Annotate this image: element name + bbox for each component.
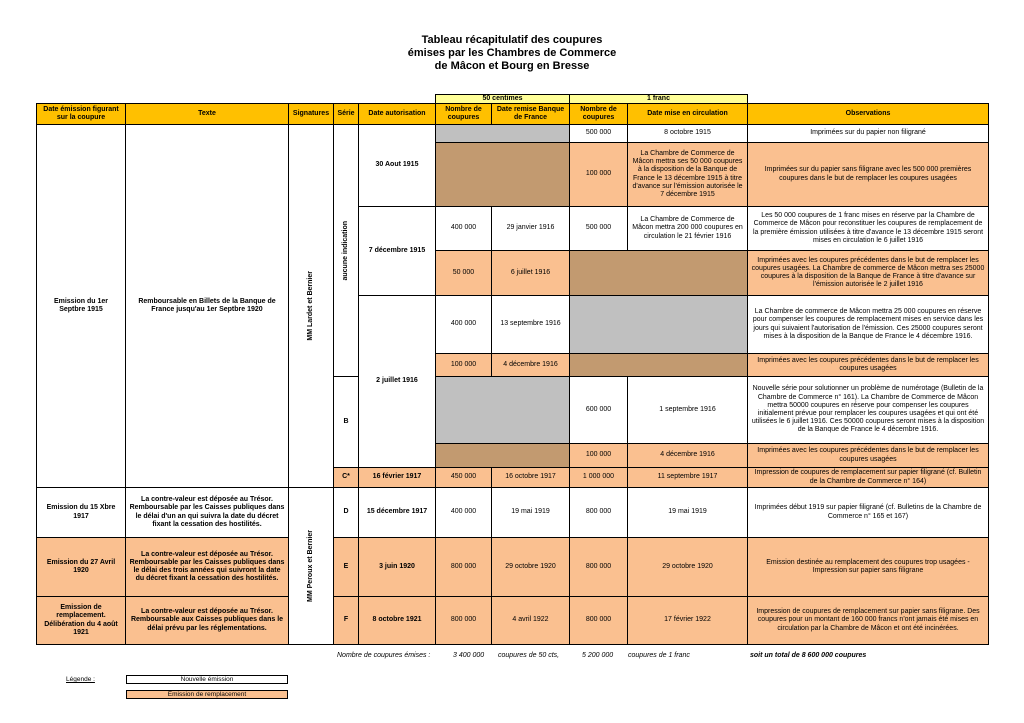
row4-nb-50c: 50 000 — [435, 250, 492, 296]
row1-empty-50c — [435, 124, 570, 143]
row1-obs: Imprimées sur du papier non filigrané — [747, 124, 989, 143]
emission-1917-cell: Emission du 15 Xbre 1917 — [36, 487, 126, 538]
row3-obs: Les 50 000 coupures de 1 franc mises en réserve par la Chambre de Commerce de Mâcon pour reconstituer les coupures de remplacement de la première émission utilisées à titre d'avance le 13 décembre 1915 seront mises en circulation le 6 juillet 1916 — [747, 206, 989, 251]
row8-date: 4 décembre 1916 — [627, 443, 748, 468]
header-serie: Série — [333, 103, 359, 125]
totals-nb-50c: 3 400 000 — [453, 652, 485, 659]
row5-nb-50c: 400 000 — [435, 295, 492, 354]
title-line-2: émises par les Chambres de Commerce — [407, 47, 617, 59]
title-line-1: Tableau récapitulatif des coupures — [421, 34, 603, 46]
date-2-juil-cell: 2 juillet 1916 — [358, 295, 436, 468]
row12-obs: Impression de coupures de remplacement sur papier sans filigrane. Des coupures pour un montant de 160 000 francs n'ont jamais été mises en circulation par la Chambre de Mâcon et ont été incinérées. — [747, 596, 989, 645]
row8-obs: Imprimées avec les coupures précédentes dans le but de remplacer les coupures usagées — [747, 443, 989, 468]
group-header-50c: 50 centimes — [435, 94, 570, 104]
row3-nb-50c: 400 000 — [435, 206, 492, 251]
serie-aucune-label: aucune indication — [341, 220, 349, 281]
row6-nb-50c: 100 000 — [435, 353, 492, 377]
row2-date: La Chambre de Commerce de Mâcon mettra ses 50 000 coupures à la disposition de la Banque de France le 13 décembre 1915 à titre d'avance sur l'émission autorisée le 7 décembre 1915 — [627, 142, 748, 207]
row12-date: 17 février 1922 — [627, 596, 748, 645]
legend-new-emission: Nouvelle émission — [126, 675, 288, 684]
row12-nb-50c: 800 000 — [435, 596, 492, 645]
row8-nb-1f: 100 000 — [569, 443, 628, 468]
group-header-1f: 1 franc — [569, 94, 748, 104]
row6-empty-1f — [569, 353, 748, 377]
texte-1921-cell: La contre-valeur est déposée au Trésor. Remboursable aux Caisses publiques dans le délai prévu par les réglementations. — [125, 596, 289, 645]
title-line-3: de Mâcon et Bourg en Bresse — [434, 60, 590, 72]
texte-1920-cell: La contre-valeur est déposée au Trésor. Remboursable par les Caisses publiques dans le délai des trois années qui suivront la date du décret fixant la cessation des hostilités. — [125, 537, 289, 597]
row9-date: 11 septembre 1917 — [627, 467, 748, 488]
header-date-circulation: Date mise en circulation — [627, 103, 748, 125]
row9-nb-50c: 450 000 — [435, 467, 492, 488]
row11-autorisation: 3 juin 1920 — [358, 537, 436, 597]
row11-nb-50c: 800 000 — [435, 537, 492, 597]
row10-nb-1f: 800 000 — [569, 487, 628, 538]
row5-obs: La Chambre de commerce de Mâcon mettra 25 000 coupures en réserve pour compenser les coupures de remplacement mises en service dans les jours qui suivaient l'autorisation de l'émission. Ces 25000 coupures seront mises à la disposition de la Banque de France le 4 décembre 1916. — [747, 295, 989, 354]
texte-1917-cell: La contre-valeur est déposée au Trésor. Remboursable par les Caisses publiques dans le délai d'un an qui suivra la date du décret fixant la cessation des hostilités. — [125, 487, 289, 538]
row12-autorisation: 8 octobre 1921 — [358, 596, 436, 645]
totals-overall: soit un total de 8 600 000 coupures — [750, 652, 867, 659]
row7-obs: Nouvelle série pour solutionner un problème de numérotage (Bulletin de la Chambre de Commerce n° 161). La Chambre de Commerce de Mâcon mettra 50000 coupures en réserve pour compenser les coupures initialement prévue pour remplacer les coupures usagées et qui ont été utilisées le 6 juillet 1916. Ces 50000 coupures seront mises à la disposition de la Banque de France le 4 décembre 1916. — [747, 376, 989, 444]
row5-remise: 13 septembre 1916 — [491, 295, 570, 354]
row10-nb-50c: 400 000 — [435, 487, 492, 538]
row9-serie: C* — [333, 467, 359, 488]
date-7-dec-cell: 7 décembre 1915 — [358, 206, 436, 296]
row7-date: 1 septembre 1916 — [627, 376, 748, 444]
totals-unit-1f: coupures de 1 franc — [628, 652, 690, 659]
row11-nb-1f: 800 000 — [569, 537, 628, 597]
row12-remise: 4 avril 1922 — [491, 596, 570, 645]
row12-serie: F — [333, 596, 359, 645]
header-nb-1f: Nombre de coupures — [569, 103, 628, 125]
row9-nb-1f: 1 000 000 — [569, 467, 628, 488]
emission-1921-cell: Emission de remplacement. Délibération du 4 août 1921 — [36, 596, 126, 645]
row9-obs: Impression de coupures de remplacement sur papier filigrané (cf. Bulletin de la Chambre de Commerce n° 164) — [747, 467, 989, 488]
texte-1915-cell: Remboursable en Billets de la Banque de France jusqu'au 1er Septbre 1920 — [125, 124, 289, 488]
legend-replacement-emission: Emission de remplacement — [126, 690, 288, 699]
row2-empty-50c — [435, 142, 570, 207]
row4-remise: 6 juillet 1916 — [491, 250, 570, 296]
header-date-emission: Date émission figurant sur la coupure — [36, 103, 126, 125]
row3-date: La Chambre de Commerce de Mâcon mettra 200 000 coupures en circulation le 21 février 1916 — [627, 206, 748, 251]
signature-lardet-label: MM Lardet et Bernier — [306, 271, 314, 341]
row7-empty-50c — [435, 376, 570, 444]
header-texte: Texte — [125, 103, 289, 125]
row11-date: 29 octobre 1920 — [627, 537, 748, 597]
row12-nb-1f: 800 000 — [569, 596, 628, 645]
page-title — [0, 34, 1024, 73]
row3-nb-1f: 500 000 — [569, 206, 628, 251]
emission-1915-cell: Emission du 1er Septbre 1915 — [36, 124, 126, 488]
row6-remise: 4 décembre 1916 — [491, 353, 570, 377]
serie-b-cell: B — [333, 376, 359, 468]
header-observations: Observations — [747, 103, 989, 125]
totals-unit-50c: coupures de 50 cts, — [498, 652, 560, 659]
header-date-autorisation: Date autorisation — [358, 103, 436, 125]
row2-obs: Imprimées sur du papier sans filigrane avec les 500 000 premières coupures dans le but de remplacer les coupures usagées — [747, 142, 989, 207]
date-30-aout-cell: 30 Aout 1915 — [358, 124, 436, 207]
signature-peroux-cell — [288, 487, 334, 645]
row5-empty-1f — [569, 295, 748, 354]
row11-obs: Emission destinée au remplacement des coupures trop usagées - Impression sur papier sans filigrane — [747, 537, 989, 597]
row1-date: 8 octobre 1915 — [627, 124, 748, 143]
row6-obs: Imprimées avec les coupures précédentes dans le but de remplacer les coupures usagées — [747, 353, 989, 377]
signature-peroux-label: MM Peroux et Bernier — [306, 530, 314, 602]
row8-empty-50c — [435, 443, 570, 468]
row9-remise: 16 octobre 1917 — [491, 467, 570, 488]
header-nb-50c: Nombre de coupures — [435, 103, 492, 125]
row10-autorisation: 15 décembre 1917 — [358, 487, 436, 538]
row4-empty-1f — [569, 250, 748, 296]
row10-serie: D — [333, 487, 359, 538]
row9-autorisation: 16 février 1917 — [358, 467, 436, 488]
signature-lardet-cell — [288, 124, 334, 488]
totals-label: Nombre de coupures émises : — [337, 652, 431, 659]
row7-nb-1f: 600 000 — [569, 376, 628, 444]
row11-serie: E — [333, 537, 359, 597]
row10-obs: Imprimées début 1919 sur papier filigrané (cf. Bulletins de la Chambre de Commerce n° 165 et 167) — [747, 487, 989, 538]
row10-date: 19 mai 1919 — [627, 487, 748, 538]
totals-nb-1f: 5 200 000 — [582, 652, 614, 659]
row1-nb-1f: 500 000 — [569, 124, 628, 143]
row3-remise: 29 janvier 1916 — [491, 206, 570, 251]
header-signatures: Signatures — [288, 103, 334, 125]
row10-remise: 19 mai 1919 — [491, 487, 570, 538]
row11-remise: 29 octobre 1920 — [491, 537, 570, 597]
serie-aucune-cell — [333, 124, 359, 377]
emission-1920-cell: Emission du 27 Avril 1920 — [36, 537, 126, 597]
row4-obs: Imprimées avec les coupures précédentes dans le but de remplacer les coupures usagées. La Chambre de commerce de Mâcon mettra ses 25000 coupures à la disposition de la Banque de France à titre d'avance sur l'émission autorisée le 2 juillet 1916 — [747, 250, 989, 296]
header-date-remise: Date remise Banque de France — [491, 103, 570, 125]
row2-nb-1f: 100 000 — [569, 142, 628, 207]
legend-label: Légende : — [66, 676, 95, 683]
